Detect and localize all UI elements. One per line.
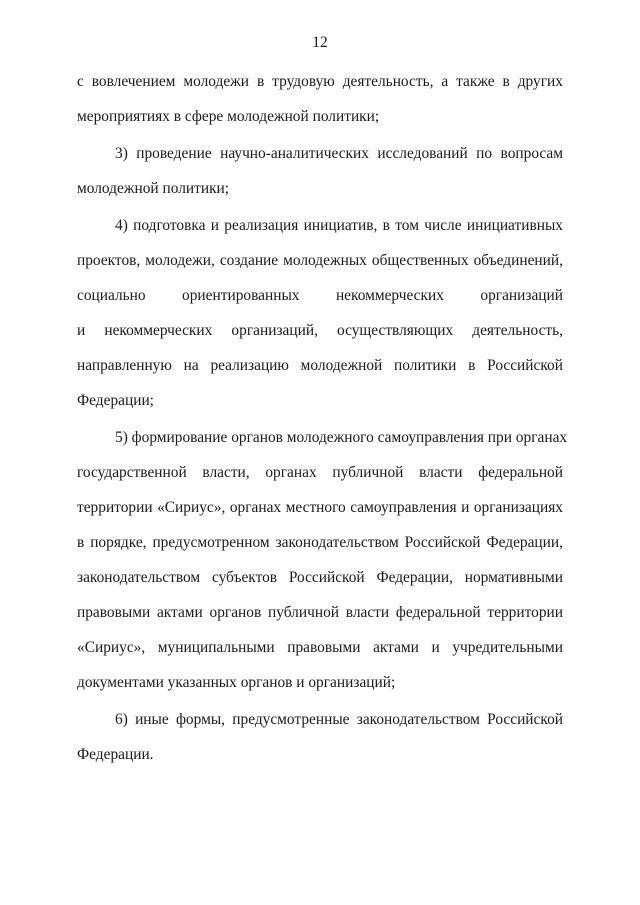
- text-line: социально ориентированных некоммерческих организаций: [77, 287, 563, 304]
- text-line: с вовлечением молодежи в трудовую деятельность, а также в других: [77, 73, 563, 90]
- text-line: мероприятиях в сфере молодежной политики;: [77, 108, 380, 125]
- text-line: государственной власти, органах публичной власти федеральной: [77, 464, 563, 481]
- text-line: молодежной политики;: [77, 180, 230, 197]
- text-line: 6) иные формы, предусмотренные законодательством Российской: [115, 711, 563, 728]
- text-line: правовыми актами органов публичной власти федеральной территории: [77, 604, 563, 621]
- text-line: «Сириус», муниципальными правовыми актами и учредительными: [77, 639, 563, 656]
- text-line: 3) проведение научно-аналитических исследований по вопросам: [115, 145, 563, 162]
- text-line: документами указанных органов и организаций;: [77, 674, 396, 691]
- text-line: Федерации;: [77, 392, 154, 409]
- text-line: территории «Сириус», органах местного самоуправления и организациях: [77, 499, 563, 516]
- text-line: в порядке, предусмотренном законодательством Российской Федерации,: [77, 534, 563, 551]
- text-line: направленную на реализацию молодежной политики в Российской: [77, 357, 563, 374]
- text-line: законодательством субъектов Российской Федерации, нормативными: [77, 569, 563, 586]
- text-line: 4) подготовка и реализация инициатив, в том числе инициативных: [115, 217, 563, 234]
- text-line: Федерации.: [77, 746, 154, 763]
- text-line: и некоммерческих организаций, осуществляющих деятельность,: [77, 322, 563, 339]
- text-line: 5) формирование органов молодежного самоуправления при органах: [115, 429, 568, 446]
- text-line: проектов, молодежи, создание молодежных общественных объединений,: [77, 252, 563, 269]
- page-number: 12: [312, 34, 328, 51]
